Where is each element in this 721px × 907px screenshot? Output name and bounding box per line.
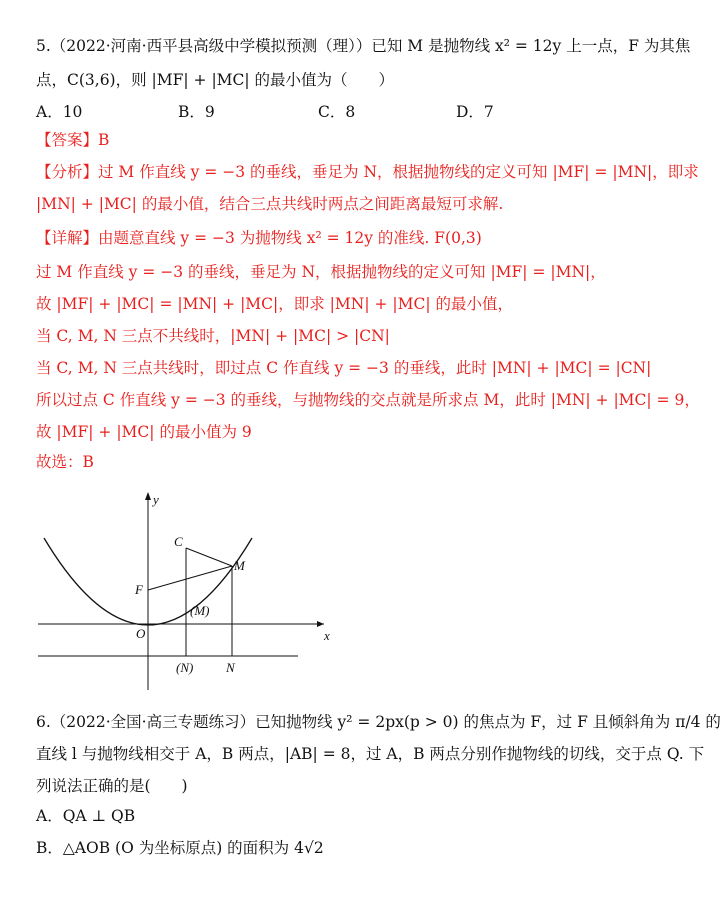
q6-option-a: A．QA ⊥ QB: [36, 807, 136, 825]
q5-detail-line2: 过 M 作直线 y = −3 的垂线，垂足为 N，根据抛物线的定义可知 |MF| = |MN|，: [36, 263, 606, 281]
segment-cm: [186, 548, 232, 566]
q5-option-d: D．7: [456, 103, 494, 121]
q5-analysis-line1: 【分析】过 M 作直线 y = −3 的垂线，垂足为 N，根据抛物线的定义可知 |MF| = |MN|，即求: [36, 163, 699, 181]
origin-label: O: [136, 626, 146, 641]
q5-option-c: C．8: [318, 103, 356, 121]
q5-detail-line4: 当 C, M, N 三点不共线时，|MN| + |MC| > |CN|: [36, 327, 390, 345]
q6-stem-line2: 直线 l 与抛物线相交于 A，B 两点，|AB| = 8，过 A，B 两点分别作抛物线的切线，交于点 Q. 下: [36, 745, 705, 763]
q6-stem-line1: 6.（2022·全国·高三专题练习）已知抛物线 y² = 2px(p > 0) 的焦点为 F，过 F 且倾斜角为 π/4 的: [36, 713, 721, 731]
point-m-label: M: [234, 558, 245, 573]
q5-detail-line1: 【详解】由题意直线 y = −3 为抛物线 x² = 12y 的准线. F(0,3): [36, 229, 482, 247]
y-axis-arrow: [145, 492, 151, 500]
point-n-label: N: [226, 660, 235, 675]
point-n-paren-label: (N): [176, 660, 194, 675]
y-axis-label: y: [153, 492, 159, 507]
q5-stem-line1: 5.（2022·河南·西平县高级中学模拟预测（理））已知 M 是抛物线 x² = 12y 上一点，F 为其焦: [36, 37, 691, 55]
q5-detail-line3: 故 |MF| + |MC| = |MN| + |MC|，即求 |MN| + |MC| 的最小值，: [36, 295, 513, 313]
parabola-figure: [36, 490, 336, 695]
q5-detail-line7: 故 |MF| + |MC| 的最小值为 9: [36, 423, 252, 441]
x-axis-arrow: [317, 621, 324, 627]
q5-option-a: A．10: [36, 103, 83, 121]
q5-answer: 【答案】B: [36, 131, 110, 149]
q5-analysis-line2: |MN| + |MC| 的最小值，结合三点共线时两点之间距离最短可求解.: [36, 195, 504, 213]
q6-option-b: B．△AOB (O 为坐标原点) 的面积为 4√2: [36, 839, 324, 857]
segment-fm: [148, 566, 232, 590]
q5-option-b: B．9: [178, 103, 215, 121]
point-c-label: C: [174, 534, 183, 549]
point-m-paren-label: (M): [190, 603, 210, 618]
q6-stem-line3: 列说法正确的是( ): [36, 777, 188, 795]
q5-detail-line5: 当 C, M, N 三点共线时，即过点 C 作直线 y = −3 的垂线，此时 |MN| + |MC| = |CN|: [36, 359, 652, 377]
q5-detail-line6: 所以过点 C 作直线 y = −3 的垂线，与抛物线的交点就是所求点 M，此时 |MN| + |MC| = 9，: [36, 391, 700, 409]
point-f-label: F: [135, 582, 143, 597]
x-axis-label: x: [324, 628, 330, 643]
q5-stem-line2: 点，C(3,6)，则 |MF| + |MC| 的最小值为（ ）: [36, 71, 395, 89]
q5-choice: 故选：B: [36, 453, 94, 471]
